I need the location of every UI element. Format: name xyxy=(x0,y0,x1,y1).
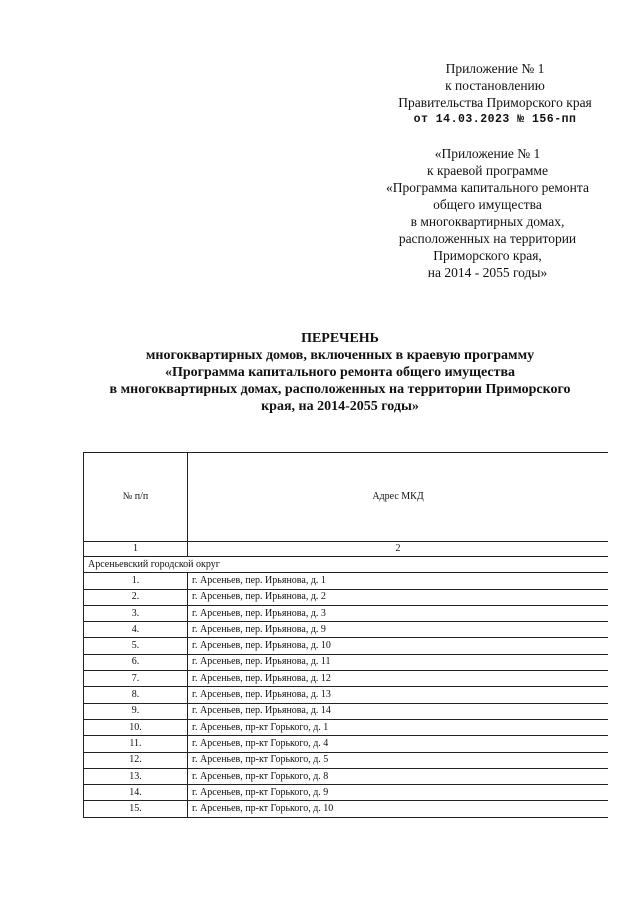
row-address: г. Арсеньев, пер. Ирьянова, д. 3 xyxy=(188,605,609,621)
header-number: № п/п xyxy=(84,453,188,542)
appendix-government: Правительства Приморского края xyxy=(398,95,592,110)
row-address: г. Арсеньев, пр-кт Горького, д. 9 xyxy=(188,785,609,801)
row-address: г. Арсеньев, пер. Ирьянова, д. 9 xyxy=(188,622,609,638)
group-label: Арсеньевский городской округ xyxy=(84,557,609,573)
table-header-row xyxy=(84,453,609,542)
appendix-program-line: в многоквартирных домах, xyxy=(410,214,565,229)
row-number: 12. xyxy=(84,752,188,768)
row-address: г. Арсеньев, пер. Ирьянова, д. 11 xyxy=(188,654,609,670)
row-address: г. Арсеньев, пр-кт Горького, д. 1 xyxy=(188,719,609,735)
column-number-1: 1 xyxy=(84,542,188,557)
document-title xyxy=(60,330,620,415)
table-row xyxy=(84,573,609,589)
appendix-program-line: на 2014 - 2055 годы» xyxy=(427,265,548,280)
row-address: г. Арсеньев, пер. Ирьянова, д. 12 xyxy=(188,671,609,687)
row-number: 5. xyxy=(84,638,188,654)
row-address: г. Арсеньев, пр-кт Горького, д. 10 xyxy=(188,801,609,817)
row-number: 13. xyxy=(84,768,188,784)
row-number: 4. xyxy=(84,622,188,638)
row-number: 3. xyxy=(84,605,188,621)
appendix-program-line: к краевой программе xyxy=(427,163,548,178)
row-number: 2. xyxy=(84,589,188,605)
column-number-2: 2 xyxy=(188,542,609,557)
table-row xyxy=(84,687,609,703)
appendix-to-resolution: к постановлению xyxy=(445,78,545,93)
appendix-number: Приложение № 1 xyxy=(445,61,545,76)
table-row xyxy=(84,638,609,654)
table-row xyxy=(84,719,609,735)
table-row xyxy=(84,736,609,752)
table-row xyxy=(84,785,609,801)
table-row xyxy=(84,801,609,817)
row-address: г. Арсеньев, пр-кт Горького, д. 5 xyxy=(188,752,609,768)
appendix-program-line: общего имущества xyxy=(433,197,542,212)
row-number: 15. xyxy=(84,801,188,817)
title-line: многоквартирных домов, включенных в краевую программу xyxy=(145,348,535,363)
row-address: г. Арсеньев, пер. Ирьянова, д. 13 xyxy=(188,687,609,703)
row-number: 6. xyxy=(84,654,188,670)
resolution-date-number: от 14.03.2023 № 156-пп xyxy=(413,113,577,126)
header-address: Адрес МКД xyxy=(188,453,609,542)
row-number: 10. xyxy=(84,719,188,735)
row-number: 11. xyxy=(84,736,188,752)
row-address: г. Арсеньев, пер. Ирьянова, д. 14 xyxy=(188,703,609,719)
row-number: 1. xyxy=(84,573,188,589)
appendix-program-line: «Приложение № 1 xyxy=(434,146,541,161)
row-address: г. Арсеньев, пр-кт Горького, д. 8 xyxy=(188,768,609,784)
table-row xyxy=(84,752,609,768)
row-address: г. Арсеньев, пр-кт Горького, д. 4 xyxy=(188,736,609,752)
title-line: края, на 2014-2055 годы» xyxy=(261,399,419,414)
row-number: 14. xyxy=(84,785,188,801)
row-address: г. Арсеньев, пер. Ирьянова, д. 2 xyxy=(188,589,609,605)
column-numbers-row xyxy=(84,542,609,557)
row-number: 7. xyxy=(84,671,188,687)
row-number: 8. xyxy=(84,687,188,703)
buildings-table xyxy=(83,452,608,818)
title-heading: ПЕРЕЧЕНЬ xyxy=(301,331,379,346)
table-row xyxy=(84,703,609,719)
appendix-program-line: «Программа капитального ремонта xyxy=(386,180,589,195)
row-number: 9. xyxy=(84,703,188,719)
appendix-program-line: Приморского края, xyxy=(433,248,542,263)
row-address: г. Арсеньев, пер. Ирьянова, д. 10 xyxy=(188,638,609,654)
table-row xyxy=(84,671,609,687)
table-row xyxy=(84,622,609,638)
title-line: «Программа капитального ремонта общего имущества xyxy=(164,365,516,380)
appendix-program-header xyxy=(360,145,615,281)
group-row xyxy=(84,557,609,573)
title-line: в многоквартирных домах, расположенных на территории Приморского xyxy=(109,382,571,397)
appendix-program-line: расположенных на территории xyxy=(398,231,577,246)
table-row xyxy=(84,589,609,605)
table-row xyxy=(84,768,609,784)
table-row xyxy=(84,605,609,621)
appendix-resolution-header xyxy=(370,60,620,128)
row-address: г. Арсеньев, пер. Ирьянова, д. 1 xyxy=(188,573,609,589)
table-row xyxy=(84,654,609,670)
